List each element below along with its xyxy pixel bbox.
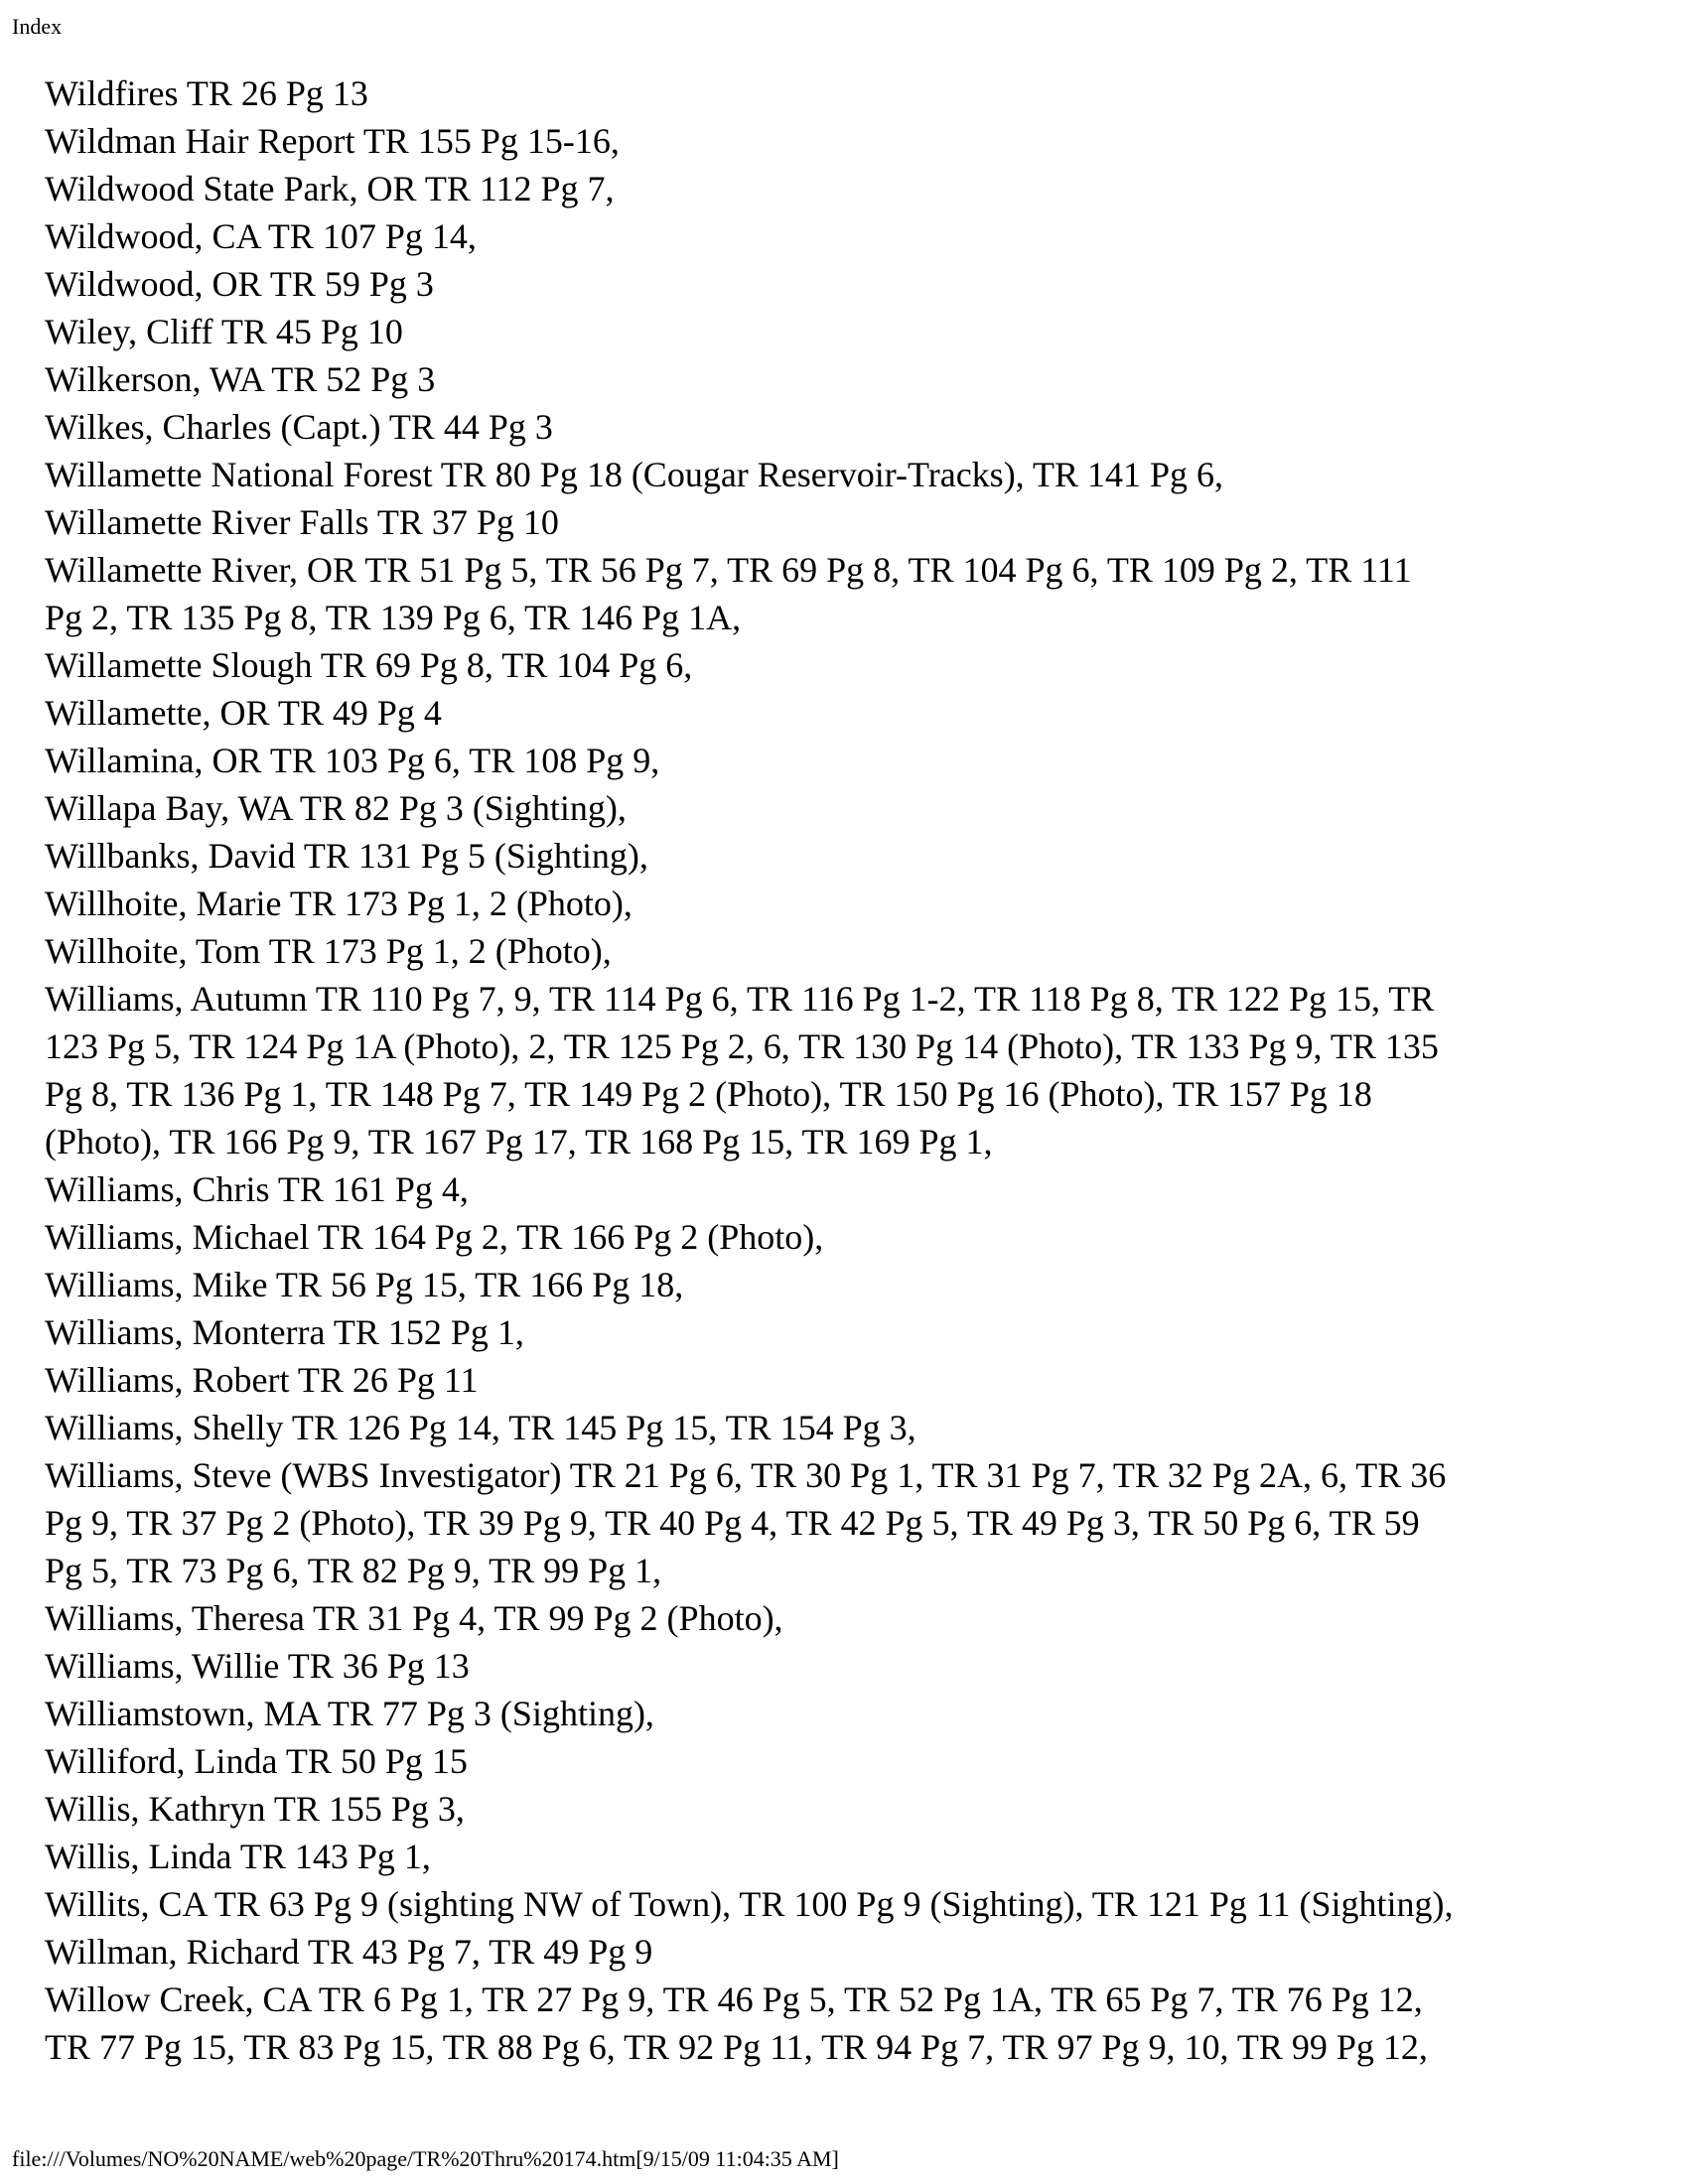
index-entry: Wilkes, Charles (Capt.) TR 44 Pg 3 <box>45 407 553 447</box>
index-entry: Williams, Willie TR 36 Pg 13 <box>45 1646 470 1686</box>
index-entry: Williamstown, MA TR 77 Pg 3 (Sighting), <box>45 1694 654 1733</box>
index-entry: Willhoite, Marie TR 173 Pg 1, 2 (Photo), <box>45 884 633 923</box>
index-entry: Willow Creek, CA TR 6 Pg 1, TR 27 Pg 9, TR 46 Pg 5, TR 52 Pg 1A, TR 65 Pg 7, TR 76 Pg 12, TR 77 Pg 15, TR 83 Pg 15, TR 88 Pg 6, TR 92 Pg 11, TR 94 Pg 7, TR 97 Pg 9, 10, TR 99 Pg 12, <box>45 1979 1428 2067</box>
index-entry: Willamette River, OR TR 51 Pg 5, TR 56 Pg 7, TR 69 Pg 8, TR 104 Pg 6, TR 109 Pg 2, TR 111 Pg 2, TR 135 Pg 8, TR 139 Pg 6, TR 146 Pg 1A, <box>45 550 1412 637</box>
index-entry: Williams, Robert TR 26 Pg 11 <box>45 1360 479 1400</box>
index-entry: Willamina, OR TR 103 Pg 6, TR 108 Pg 9, <box>45 741 660 780</box>
index-entry: Wiley, Cliff TR 45 Pg 10 <box>45 312 403 351</box>
page-footer-source-url: file:///Volumes/NO%20NAME/web%20page/TR%20Thru%20174.htm[9/15/09 11:04:35 AM] <box>12 2146 839 2171</box>
index-entry: Wildwood, CA TR 107 Pg 14, <box>45 216 477 256</box>
index-entry: Willits, CA TR 63 Pg 9 (sighting NW of Town), TR 100 Pg 9 (Sighting), TR 121 Pg 11 (Sighting), <box>45 1884 1454 1924</box>
index-entry-list <box>45 69 1653 2071</box>
index-entry: Willis, Kathryn TR 155 Pg 3, <box>45 1789 465 1829</box>
index-entry: Wildfires TR 26 Pg 13 <box>45 73 368 113</box>
index-entry: Wilkerson, WA TR 52 Pg 3 <box>45 359 436 399</box>
index-entry: Williams, Autumn TR 110 Pg 7, 9, TR 114 Pg 6, TR 116 Pg 1-2, TR 118 Pg 8, TR 122 Pg 15, TR 123 Pg 5, TR 124 Pg 1A (Photo), 2, TR 125 Pg 2, 6, TR 130 Pg 14 (Photo), TR 133 Pg 9, TR 135 Pg 8, TR 136 Pg 1, TR 148 Pg 7, TR 149 Pg 2 (Photo), TR 150 Pg 16 (Photo), TR 157 Pg 18 (Photo), TR 166 Pg 9, TR 167 Pg 17, TR 168 Pg 15, TR 169 Pg 1, <box>45 979 1439 1161</box>
index-entry: Williams, Michael TR 164 Pg 2, TR 166 Pg 2 (Photo), <box>45 1217 824 1257</box>
index-entry: Williams, Monterra TR 152 Pg 1, <box>45 1312 524 1352</box>
page-header-title: Index <box>12 14 63 39</box>
index-entry: Willapa Bay, WA TR 82 Pg 3 (Sighting), <box>45 788 627 828</box>
index-entry: Willman, Richard TR 43 Pg 7, TR 49 Pg 9 <box>45 1932 653 1972</box>
index-entry: Williams, Shelly TR 126 Pg 14, TR 145 Pg 15, TR 154 Pg 3, <box>45 1408 916 1447</box>
index-entry: Williams, Theresa TR 31 Pg 4, TR 99 Pg 2 (Photo), <box>45 1598 783 1638</box>
index-entry: Wildman Hair Report TR 155 Pg 15-16, <box>45 121 620 161</box>
index-entry: Willamette River Falls TR 37 Pg 10 <box>45 502 559 542</box>
index-entry: Wildwood State Park, OR TR 112 Pg 7, <box>45 169 615 208</box>
index-entry: Williams, Steve (WBS Investigator) TR 21 Pg 6, TR 30 Pg 1, TR 31 Pg 7, TR 32 Pg 2A, 6, TR 36 Pg 9, TR 37 Pg 2 (Photo), TR 39 Pg 9, TR 40 Pg 4, TR 42 Pg 5, TR 49 Pg 3, TR 50 Pg 6, TR 59 Pg 5, TR 73 Pg 6, TR 82 Pg 9, TR 99 Pg 1, <box>45 1455 1447 1590</box>
index-entry: Willis, Linda TR 143 Pg 1, <box>45 1837 431 1876</box>
index-entry: Willhoite, Tom TR 173 Pg 1, 2 (Photo), <box>45 931 612 971</box>
index-entry: Willamette National Forest TR 80 Pg 18 (Cougar Reservoir-Tracks), TR 141 Pg 6, <box>45 455 1224 494</box>
index-entry: Williams, Chris TR 161 Pg 4, <box>45 1169 469 1209</box>
index-entry: Willamette, OR TR 49 Pg 4 <box>45 693 442 733</box>
index-entry: Willamette Slough TR 69 Pg 8, TR 104 Pg 6, <box>45 645 693 685</box>
index-entry: Williams, Mike TR 56 Pg 15, TR 166 Pg 18, <box>45 1265 684 1304</box>
index-entry: Williford, Linda TR 50 Pg 15 <box>45 1741 468 1781</box>
index-entry: Wildwood, OR TR 59 Pg 3 <box>45 264 434 304</box>
index-entry: Willbanks, David TR 131 Pg 5 (Sighting), <box>45 836 648 876</box>
